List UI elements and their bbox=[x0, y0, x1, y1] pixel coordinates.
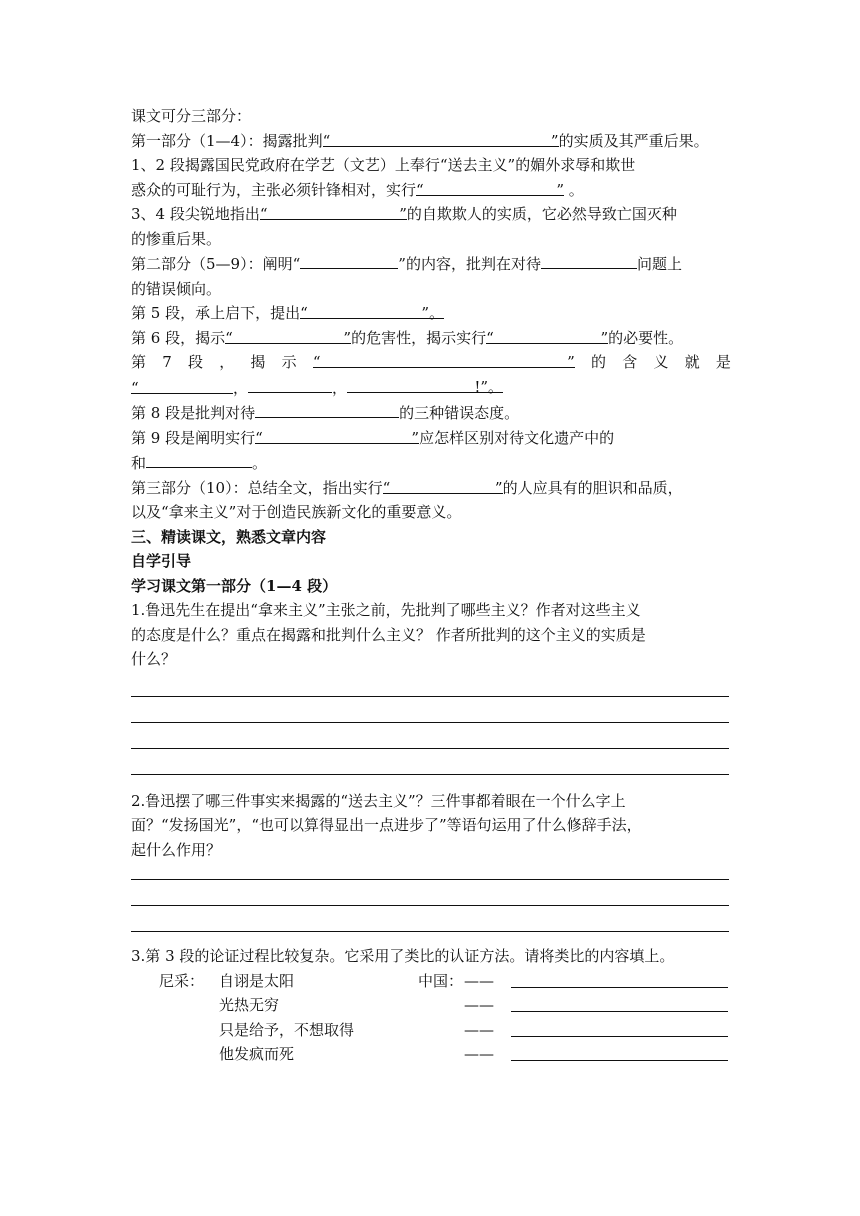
fill-blank[interactable]: “ ” bbox=[486, 326, 608, 344]
outline-p5: 第 5 段，承上启下，提出“ ”。 bbox=[131, 301, 731, 326]
fill-blank[interactable]: !”。 bbox=[347, 375, 503, 393]
fill-blank[interactable] bbox=[541, 251, 637, 269]
analogy-item: 只是给予，不想取得 bbox=[219, 1020, 355, 1039]
section-heading: 三、精读课文，熟悉文章内容 bbox=[131, 527, 327, 546]
question-2-line3: 起什么作用？ bbox=[131, 840, 222, 859]
question-3-line1: 3.第 3 段的论证过程比较复杂。它采用了类比的认证方法。请将类比的内容填上。 bbox=[131, 947, 675, 965]
fill-blank[interactable] bbox=[146, 450, 252, 468]
dash: —— bbox=[464, 1045, 494, 1063]
fill-blank[interactable]: “ ” bbox=[313, 350, 575, 368]
outline-p12-line2: 惑众的可耻行为，主张必须针锋相对，实行“ ” 。 bbox=[131, 178, 731, 203]
answer-lines-q2[interactable] bbox=[131, 862, 731, 932]
outline-part2: 第二部分（5—9）：阐明“ ”的内容，批判在对待 问题上 bbox=[131, 251, 731, 277]
outline-p9-line2: 和 。 bbox=[131, 450, 731, 476]
analogy-row bbox=[131, 969, 731, 994]
fill-blank[interactable]: “ ” bbox=[225, 326, 351, 344]
answer-line[interactable] bbox=[511, 1011, 728, 1012]
answer-line[interactable] bbox=[511, 1036, 728, 1037]
analogy-row bbox=[131, 1042, 731, 1067]
analogy-row bbox=[131, 1018, 731, 1043]
fill-blank[interactable] bbox=[255, 400, 399, 418]
answer-line[interactable] bbox=[511, 1060, 728, 1061]
analogy-item: 他发疯而死 bbox=[219, 1045, 295, 1063]
analogy-row bbox=[131, 993, 731, 1018]
question-2-line2: 面？“发扬国光”，“也可以算得显出一点进步了”等语句运用了什么修辞手法， bbox=[131, 816, 642, 834]
fill-blank[interactable]: “ ” bbox=[323, 129, 559, 147]
fill-blank[interactable]: “ ”。 bbox=[300, 301, 444, 319]
outline-p6: 第 6 段，揭示“ ” 的危害性，揭示实行“ ” 的必要性。 bbox=[131, 326, 731, 351]
fill-blank[interactable]: “ bbox=[131, 376, 233, 394]
fill-blank[interactable] bbox=[248, 375, 332, 393]
answer-lines-q1[interactable] bbox=[131, 676, 731, 775]
outline-p8: 第 8 段是批判对待 的三种错误态度。 bbox=[131, 400, 731, 426]
china-label: 中国： bbox=[418, 971, 464, 990]
answer-line[interactable] bbox=[511, 987, 728, 988]
outline-p34-line1: 3、4 段尖锐地指出“ ” 的自欺欺人的实质，它必然导致亡国灭种 bbox=[131, 202, 731, 227]
analogy-item: 自诩是太阳 bbox=[219, 971, 295, 990]
outline-intro: 课文可分三部分： bbox=[131, 107, 252, 125]
analogy-item: 光热无穷 bbox=[219, 996, 280, 1014]
subheading-self-study: 自学引导 bbox=[131, 552, 192, 570]
worksheet-page bbox=[131, 104, 731, 1067]
outline-p12-line1: 1、2 段揭露国民党政府在学艺（文艺）上奉行“送去主义”的媚外求辱和欺世 bbox=[131, 156, 636, 174]
outline-part3-line2: 以及“拿来主义”对于创造民族新文化的重要意义。 bbox=[131, 503, 462, 521]
question-1-line2: 的态度是什么？重点在揭露和批判什么主义？ 作者所批判的这个主义的实质是 bbox=[131, 625, 646, 644]
fill-blank[interactable]: “ ” bbox=[416, 178, 564, 196]
outline-part3: 第三部分（10）：总结全文，指出实行“ ” 的人应具有的胆识和品质， bbox=[131, 476, 731, 501]
question-1-line1: 1.鲁迅先生在提出“拿来主义”主张之前，先批判了哪些主义？作者对这些主义 bbox=[131, 601, 641, 619]
question-2-line1: 2.鲁迅摆了哪三件事实来揭露的“送去主义”？三件事都着眼在一个什么字上 bbox=[131, 791, 626, 810]
subheading-part1: 学习课文第一部分（1—4 段） bbox=[131, 576, 338, 595]
fill-blank[interactable] bbox=[300, 251, 398, 269]
dash: —— bbox=[464, 996, 494, 1014]
fill-blank[interactable]: “ ” bbox=[260, 202, 407, 220]
outline-part2-line2: 的错误倾向。 bbox=[131, 279, 222, 298]
outline-part1: 第一部分（1—4）：揭露批判“ ” 的实质及其严重后果。 bbox=[131, 129, 731, 154]
dash: —— bbox=[464, 971, 494, 990]
outline-p7-line2: “ ， ， !”。 bbox=[131, 375, 731, 401]
fill-blank[interactable]: “ ” bbox=[255, 426, 419, 444]
question-1-line3: 什么？ bbox=[131, 650, 177, 668]
fill-blank[interactable]: “ ” bbox=[383, 476, 503, 494]
outline-p9-line1: 第 9 段是阐明实行“ ” 应怎样区别对待文化遗产中的 bbox=[131, 426, 731, 451]
nietzsche-label: 尼采： bbox=[159, 971, 205, 990]
outline-p7-line1: 第 7 段 ， 揭 示 “ ” 的 含 义 就 是 bbox=[131, 350, 731, 375]
dash: —— bbox=[464, 1020, 494, 1039]
outline-p34-line2: 的惨重后果。 bbox=[131, 229, 222, 248]
analogy-table bbox=[131, 969, 731, 1067]
